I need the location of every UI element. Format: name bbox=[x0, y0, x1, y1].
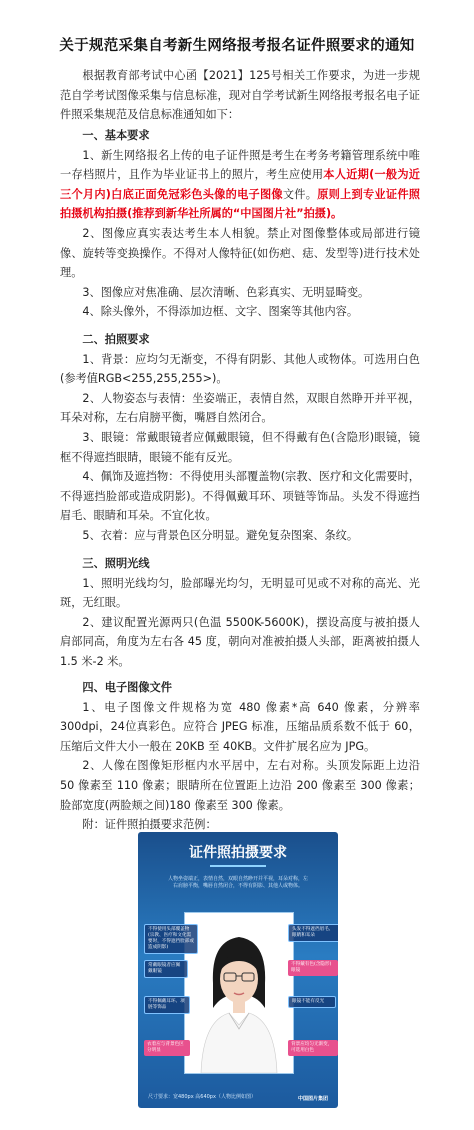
basic-item-1 bbox=[60, 146, 420, 224]
basic-item-1-highlight-2: 原则上到专业证件照拍摄机构拍摄(推荐到新华社所属的“中国图片社”拍摄)。 bbox=[60, 187, 420, 221]
basic-item-2: 2、图像应真实表达考生本人相貌。禁止对图像整体或局部进行镜像、旋转等变换操作。不得对人像特征(如伤疤、痣、发型等)进行技术处理。 bbox=[60, 226, 420, 280]
photo-item-5: 5、衣着：应与背景色区分明显。避免复杂图案、条纹。 bbox=[82, 528, 359, 542]
section-heading: 二、拍照要求 bbox=[82, 333, 150, 346]
figure-title-underline bbox=[210, 865, 266, 867]
note-clothing: 衣着应与背景色区分明显 bbox=[144, 1040, 190, 1056]
portrait-photo bbox=[184, 912, 294, 1074]
example-photo-figure bbox=[138, 832, 338, 1108]
basic-item-1-tail: 文件。 bbox=[282, 187, 318, 201]
file-item-1: 1、电子图像文件规格为宽 480 像素*高 640 像素，分辨率300dpi，24位真彩色。应符合 JPEG 标准，压缩品质系数不低于 60，压缩后文件大小一般在 20KB 至 40KB。文件扩展名应为 JPG。 bbox=[60, 700, 420, 753]
intro-block bbox=[60, 66, 420, 125]
figure-intro: 人物坐姿端正，表情自然，双眼自然睁开并平视，耳朵对称，左右肩膀平衡，嘴唇自然闭合，不得有阴影、其他人或物体。 bbox=[168, 876, 309, 889]
photo-item-4: 4、佩饰及遮挡物：不得使用头部覆盖物(宗教、医疗和文化需要时，不得遮挡脸部或造成阴影)。不得佩戴耳环、项链等饰品。头发不得遮挡眉毛、眼睛和耳朵。不宜化妆。 bbox=[60, 470, 420, 523]
note-glare: 眼镜不能有反光 bbox=[288, 996, 336, 1008]
photo-item-1: 1、背景：应均匀无渐变，不得有阴影、其他人或物体。可选用白色(参考值RGB<255,255,255>)。 bbox=[60, 352, 420, 386]
basic-item-1-text: 1、新生网络报名上传的电子证件照是考生在考务考籍管理系统中唯一存档照片，且作为毕业证书上的照片，考生应使用 bbox=[60, 148, 420, 182]
figure-title: 证件照拍摄要求 bbox=[189, 845, 287, 861]
intro-paragraph: 根据教育部考试中心函【2021】125号相关工作要求，为进一步规范自学考试图像采集与信息标准，现对自学考试新生网络报考报名电子证件照采集规范及信息标准通知如下： bbox=[60, 69, 420, 122]
portrait-illustration bbox=[185, 913, 293, 1073]
basic-item-4: 4、除头像外，不得添加边框、文字、图案等其他内容。 bbox=[82, 305, 359, 319]
basic-item-1-highlight: 本人近期(一般为近三个月内)白底正面免冠彩色头像的电子图像 bbox=[60, 168, 420, 201]
note-colored-lenses: 不得戴有色(含隐形)眼镜 bbox=[288, 960, 338, 976]
attachment-label: 附：证件照拍摄要求范例： bbox=[82, 818, 217, 832]
basic-item-3: 3、图像应对焦准确、层次清晰、色彩真实、无明显畸变。 bbox=[82, 285, 370, 299]
photo-item-3: 3、眼镜：常戴眼镜者应佩戴眼镜，但不得戴有色(含隐形)眼镜，镜框不得遮挡眼睛，眼镜不能有反光。 bbox=[60, 430, 420, 464]
figure-size-note: 尺寸要求：宽480px 高640px（人物比例如图） bbox=[148, 1094, 256, 1100]
note-glasses: 常戴眼镜者应佩戴眼镜 bbox=[144, 960, 188, 978]
note-hair: 头发不得遮挡眉毛、眼睛和耳朵 bbox=[288, 924, 338, 942]
photo-item-2: 2、人物姿态与表情：坐姿端正，表情自然，双眼自然睁开并平视，耳朵对称，左右肩膀平衡，嘴唇自然闭合。 bbox=[60, 391, 420, 425]
file-item-2: 2、人像在图像矩形框内水平居中，左右对称。头顶发际距上边沿 50 像素至 110 像素；眼睛所在位置距上边沿 200 像素至 300 像素；脸部宽度(两脸颊之间)180 像素至 300 像素。 bbox=[60, 759, 420, 812]
section-heading: 四、电子图像文件 bbox=[82, 681, 172, 694]
note-accessories: 不得佩戴耳环、项链等饰品 bbox=[144, 996, 190, 1014]
section-lighting bbox=[60, 554, 420, 672]
section-photo bbox=[60, 330, 420, 546]
section-image-file bbox=[60, 678, 420, 835]
note-background: 背景应均匀无渐变，可选用白色 bbox=[288, 1040, 338, 1056]
note-headwear: 不得使用头部覆盖物(宗教、医疗和文化需要时，不得遮挡脸部或造成阴影) bbox=[144, 924, 198, 954]
lighting-item-2: 2、建议配置光源两只(色温 5500K-5600K)，摆设高度与被拍摄人肩部同高，角度为左右各 45 度，朝向对准被拍摄人头部，距离被拍摄人 1.5 米-2 米。 bbox=[60, 615, 420, 668]
section-heading: 三、照明光线 bbox=[82, 557, 150, 570]
section-heading: 一、基本要求 bbox=[82, 129, 150, 142]
document-title: 关于规范采集自考新生网络报考报名证件照要求的通知 bbox=[59, 38, 415, 54]
section-basic bbox=[60, 126, 420, 322]
figure-logo: 中国图片集团 bbox=[297, 1096, 328, 1102]
lighting-item-1: 1、照明光线均匀，脸部曝光均匀，无明显可见或不对称的高光、光斑，无红眼。 bbox=[60, 576, 420, 610]
